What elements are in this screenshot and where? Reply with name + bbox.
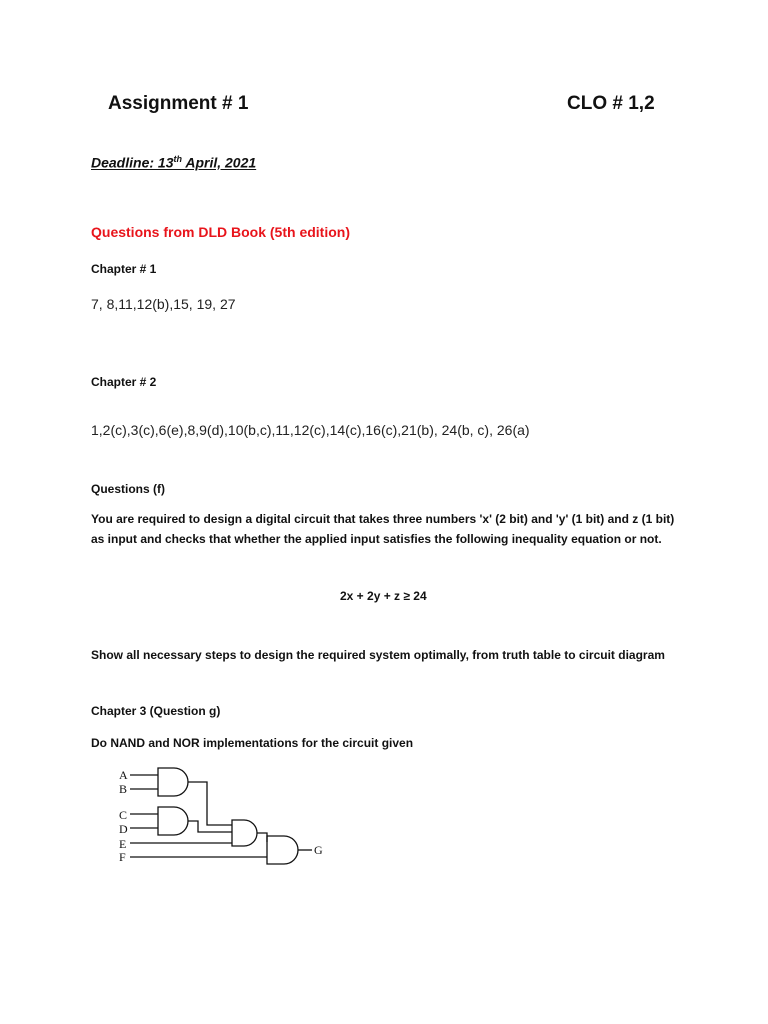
deadline bbox=[91, 154, 256, 171]
chapter3-heading: Chapter 3 (Question g) bbox=[91, 704, 221, 718]
question-f-line2: as input and checks that whether the applied input satisfies the following inequality equation or not. bbox=[91, 532, 662, 546]
input-label-a: A bbox=[119, 768, 128, 782]
assignment-title: Assignment # 1 bbox=[108, 93, 249, 114]
input-label-f: F bbox=[119, 850, 126, 864]
deadline-superscript: th bbox=[173, 154, 182, 164]
inequality-equation: 2x + 2y + z ≥ 24 bbox=[340, 589, 427, 603]
output-label-g: G bbox=[314, 843, 323, 857]
wire-gate2-out bbox=[188, 821, 232, 832]
input-label-e: E bbox=[119, 837, 127, 851]
and-gate-cd bbox=[158, 807, 188, 835]
clo-label: CLO # 1,2 bbox=[567, 93, 655, 114]
logic-circuit-diagram bbox=[112, 762, 342, 872]
question-f-line1: You are required to design a digital circuit that takes three numbers 'x' (2 bit) and 'y' (1 bit) and z (1 bit) bbox=[91, 512, 675, 526]
questions-heading: Questions from DLD Book (5th edition) bbox=[91, 224, 350, 240]
input-label-b: B bbox=[119, 782, 128, 796]
deadline-label: Deadline: 13 bbox=[91, 154, 174, 171]
deadline-rest: April, 2021 bbox=[181, 154, 257, 171]
input-label-d: D bbox=[119, 822, 128, 836]
input-label-c: C bbox=[119, 808, 128, 822]
question-f-instruction: Show all necessary steps to design the required system optimally, from truth table to circuit diagram bbox=[91, 648, 665, 662]
chapter1-heading: Chapter # 1 bbox=[91, 262, 157, 276]
and-gate-3 bbox=[232, 820, 257, 846]
chapter2-heading: Chapter # 2 bbox=[91, 375, 157, 389]
wire-gate1-out bbox=[188, 782, 232, 825]
question-f-heading: Questions (f) bbox=[91, 482, 165, 496]
chapter3-instruction: Do NAND and NOR implementations for the circuit given bbox=[91, 736, 414, 750]
chapter1-questions: 7, 8,11,12(b),15, 19, 27 bbox=[91, 296, 236, 312]
and-gate-4 bbox=[267, 836, 298, 864]
and-gate-ab bbox=[158, 768, 188, 796]
wire-gate3-out bbox=[257, 833, 267, 842]
chapter2-questions: 1,2(c),3(c),6(e),8,9(d),10(b,c),11,12(c),14(c),16(c),21(b), 24(b, c), 26(a) bbox=[91, 422, 530, 438]
